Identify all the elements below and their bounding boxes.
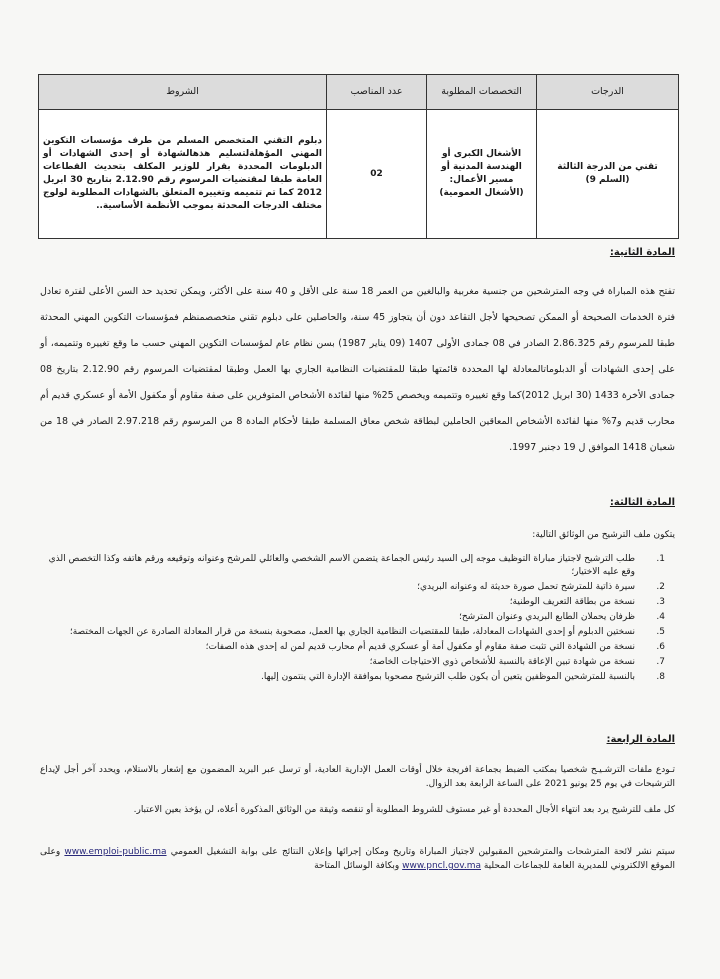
- list-item-number: 2.: [656, 582, 665, 592]
- article3-intro: يتكون ملف الترشيح من الوثائق التالية:: [532, 530, 675, 540]
- list-item-number: 5.: [656, 627, 665, 637]
- article4-title: المادة الرابعة:: [606, 734, 675, 745]
- cell-conditions: دبلوم التقني المتخصص المسلم من طرف مؤسسات التكوين المهني المؤهلةلتسليم هذهالشهادة أو إحدى الشهادات أو الدبلومات المحددة بقرار للوزير المكلف بتحديث القطاعات العامة طبقا لمقتضيات المرسوم رقم 2.12.90 بتاريخ 30 ابريل 2012 كما تم تتميمه وتغييره المتعلق بالشهادات المطلوبة لولوج مختلف الدرجات المحدثة بموجب الأنظمة الأساسية..: [39, 110, 327, 239]
- cell-positions: 02: [327, 110, 427, 239]
- article4-paragraph-1: تـودع ملفات الترشـيـح شخصيا بمكتب الضبط بجماعة افريجة خلال أوقات العمل الإدارية العادية، أو ترسل عبر البريد المضمون مع إشعار بالاستلام، ويحدد آخر أجل لإيداع الترشيحات في يوم 25 يونيو 2021 على الساعة الرابعة بعد الزوال.: [40, 765, 675, 789]
- list-item-text: نسخة من شهادة تبين الإعاقة بالنسبة للأشخاص ذوي الاحتياجات الخاصة؛: [369, 657, 635, 667]
- header-grades: الدرجات: [537, 75, 679, 110]
- list-item: [40, 596, 675, 609]
- article4-p3-end: وبكافة الوسائل المتاحة: [314, 861, 400, 871]
- list-item-number: 8.: [656, 672, 665, 682]
- list-item: [40, 641, 675, 654]
- list-item-text: نسخة من بطاقة التعريف الوطنية؛: [509, 597, 635, 607]
- list-item-number: 4.: [656, 612, 665, 622]
- pncl-link[interactable]: www.pncl.gov.ma: [402, 861, 481, 871]
- article2-text: تفتح هذه المباراة في وجه المترشحين من جنسية مغربية والبالغين من العمر 18 سنة على الأقل و 40 سنة على الأكثر، ويمكن تحديد حد السن الأعلى لفترة تعادل فترة الخدمات الصحيحة أو الممكن تصحيحها لأجل التقاعد دون أن يتجاوز 45 سنة، والحاصلين على دبلوم تقني متخصصمنظم فمؤسسات التكوين المهني المحدثة طبقا للمرسوم رقم 2.86.325 الصادر في 08 جمادى الأولى 1407 (09 يناير 1987) بسن نظام عام لمؤسسات التكوين المهني حسب ما وقع تغييره وتتميمه، أو على إحدى الشهادات أو الدبلوماتالمعادلة لها المحددة قائمتها طبقا للمقتضيات النظامية الجاري بها العمل وطبقا لمقتضيات المرسوم رقم 2.12.90 بتاريخ 08 جمادى الأخرة 1433 (30 ابريل 2012)كما وقع تغييره وتتميمه ويخصص 25% منها لفائدة الأشخاص المتوفرين على صفة مقاوم أو مكفول الأمة أو عسكري قديم أم محارب قديم و7% منها لفائدة الأشخاص المعاقين الحاملين لبطاقة شخص معاق المسلمة طبقا لأحكام المادة 8 من المرسوم رقم 2.97.218 الصادر في 18 من شعبان 1418 الموافق ل 19 دجنبر 1997.: [40, 286, 675, 453]
- cell-specialty: الأشغال الكبرى أو الهندسة المدنية أو مسير الأعمال: (الأشغال العمومية): [427, 110, 537, 239]
- emploi-public-link[interactable]: www.emploi-public.ma: [64, 847, 167, 857]
- list-item-number: 6.: [656, 642, 665, 652]
- article3-title: المادة الثالثة:: [609, 497, 675, 508]
- table-header-row: [39, 75, 679, 110]
- list-item-text: سيرة ذاتية للمترشح تحمل صورة حديثة له وعنوانه البريدي؛: [417, 582, 635, 592]
- list-item-text: بالنسبة للمترشحين الموظفين يتعين أن يكون طلب الترشيح مصحوبا بموافقة الإدارة التي ينتمون إليها.: [261, 672, 635, 682]
- table-row: [39, 110, 679, 239]
- article4-p3-start: سيتم نشر لائحة المترشحات والمترشحين المقبولين لاجتياز المباراة وتاريخ ومكان إجرائها وإعلان النتائج على بوابة التشغيل العمومي: [170, 847, 675, 857]
- header-specialties: التخصصات المطلوبة: [427, 75, 537, 110]
- list-item-number: 7.: [656, 657, 665, 667]
- list-item: [40, 626, 675, 639]
- list-item: [40, 581, 675, 594]
- header-positions: عدد المناصب: [327, 75, 427, 110]
- positions-table: [38, 74, 679, 239]
- list-item-number: 3.: [656, 597, 665, 607]
- list-item-text: نسختين الدبلوم أو إحدى الشهادات المعادلة، طبقا للمقتضيات النظامية الجاري بها العمل، مصحوبة بنسخة من قرار المعادلة الصادرة عن الجهات المختصة؛: [69, 627, 635, 637]
- list-item: [40, 671, 675, 684]
- list-item: [40, 611, 675, 624]
- list-item: [40, 553, 675, 579]
- article4-paragraph-2: كل ملف للترشيح يرد بعد انتهاء الأجال المحددة أو غير مستوف للشروط المطلوبة أو تنقصه وثيقة من الوثائق المذكورة أعلاه، لن يؤخذ بعين الاعتبار.: [133, 805, 675, 815]
- list-item-text: طلب الترشيح لاجتياز مباراة التوظيف موجه إلى السيد رئيس الجماعة يتضمن الاسم الشخصي والعائلي للمرشح وعنوانه وتوقيعه ورقم هاتفه وكذا التخصص الذي وقع عليه الاختيار؛: [48, 554, 635, 577]
- article2-title: المادة الثانية:: [609, 247, 675, 258]
- article4-p3-mid: وعلى الموقع الالكتروني للمديرية العامة للجماعات المحلية: [40, 847, 675, 871]
- list-item: [40, 656, 675, 669]
- list-item-number: 1.: [656, 554, 665, 564]
- list-item-text: نسخة من الشهادة التي تثبت صفة مقاوم أو مكفول أمة أو عسكري قديم أم محارب قديم لمن له إحدى هذه الصفات؛: [205, 642, 635, 652]
- header-conditions: الشروط: [39, 75, 327, 110]
- documents-list: [40, 553, 675, 686]
- cell-grade: تقني من الدرجة الثالثة (السلم 9): [537, 110, 679, 239]
- article4-paragraph-3: [40, 845, 675, 873]
- list-item-text: ظرفان يحملان الطابع البريدي وعنوان المترشح؛: [459, 612, 635, 622]
